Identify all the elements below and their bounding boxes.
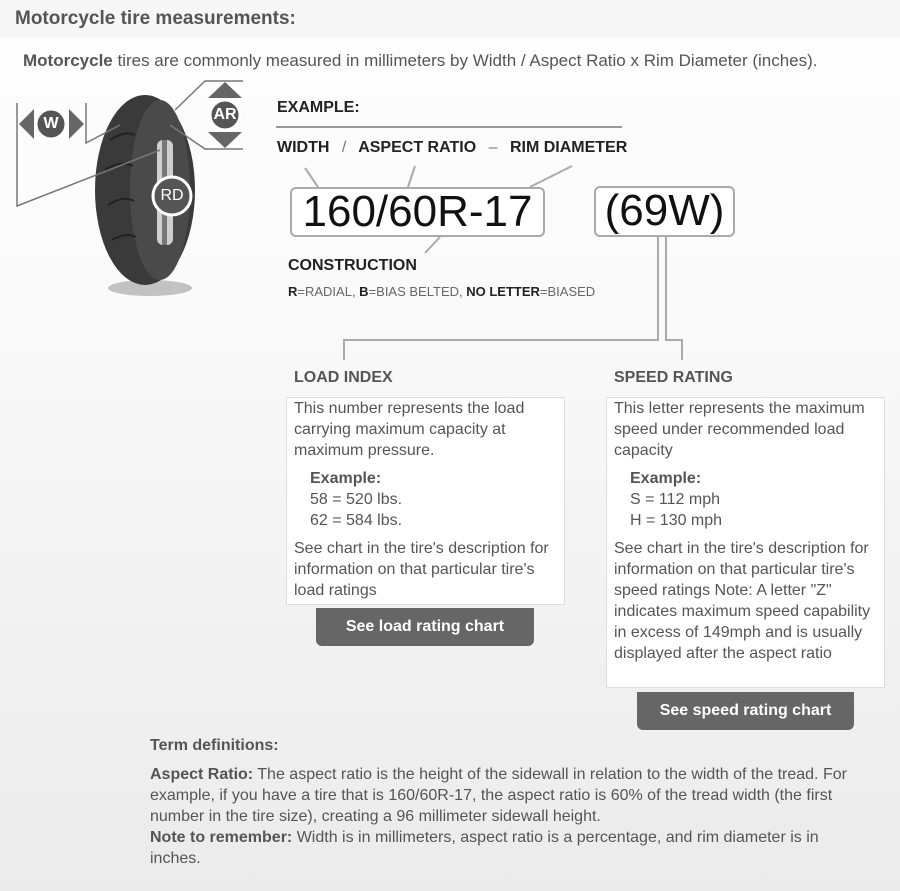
size-parts-row bbox=[277, 139, 627, 157]
example-label: EXAMPLE: bbox=[277, 99, 360, 116]
load-index-example-title: Example: bbox=[310, 470, 382, 487]
load-index-example-1: 58 = 520 lbs. bbox=[310, 491, 403, 508]
term-definitions-title: Term definitions: bbox=[150, 737, 279, 754]
speed-rating-heading: SPEED RATING bbox=[614, 369, 733, 386]
construction-none-key: NO LETTER bbox=[466, 284, 540, 299]
width-badge: W bbox=[43, 115, 59, 132]
term-aspect-ratio-text: The aspect ratio is the height of the sidewall in relation to the width of the tread. For example, if you have a tire that is 160/60R-17, the aspect ratio is 60% of the tread width (the first number in the tire size), creating a 96 millimeter sidewall height. bbox=[150, 766, 847, 825]
load-index-description: This number represents the load carrying maximum capacity at maximum pressure. bbox=[294, 400, 525, 459]
intro-body: tires are commonly measured in millimeters by Width / Aspect Ratio x Rim Diameter (inches). bbox=[112, 51, 818, 70]
speed-rating-tail: See chart in the tire's description for information on that particular tire's speed ratings Note: A letter "Z" indicates maximum speed capability in excess of 149mph and is usually displayed after the aspect ratio bbox=[614, 540, 871, 662]
tire-size-box: 160/60R-17 bbox=[290, 187, 545, 237]
term-note-text: Width is in millimeters, aspect ratio is a percentage, and rim diameter is in inches. bbox=[150, 829, 819, 867]
see-load-rating-chart-button[interactable]: See load rating chart bbox=[316, 608, 534, 646]
load-index-example-2: 62 = 584 lbs. bbox=[310, 512, 403, 529]
intro-bold: Motorcycle bbox=[23, 51, 113, 70]
load-index-tail: See chart in the tire's description for information on that particular tire's load ratings bbox=[294, 540, 549, 599]
see-speed-rating-chart-button[interactable]: See speed rating chart bbox=[637, 692, 854, 730]
speed-rating-example-title: Example: bbox=[630, 470, 702, 487]
construction-desc bbox=[288, 284, 595, 299]
term-aspect-ratio-label: Aspect Ratio: bbox=[150, 766, 254, 783]
term-aspect-ratio bbox=[150, 764, 870, 869]
part-rim-diameter: RIM DIAMETER bbox=[509, 139, 628, 156]
aspect-ratio-badge: AR bbox=[213, 106, 237, 123]
speed-rating-example bbox=[614, 468, 878, 531]
term-note-label: Note to remember: bbox=[150, 829, 293, 846]
service-description-box: (69W) bbox=[594, 186, 735, 237]
speed-rating-description: This letter represents the maximum speed under recommended load capacity bbox=[614, 400, 865, 459]
construction-b-val: =BIAS BELTED, bbox=[368, 284, 467, 299]
part-sep-slash: / bbox=[341, 139, 347, 156]
speed-rating-example-1: S = 112 mph bbox=[630, 491, 720, 508]
load-index-heading: LOAD INDEX bbox=[294, 369, 393, 386]
part-aspect-ratio: ASPECT RATIO bbox=[358, 139, 477, 156]
construction-title: CONSTRUCTION bbox=[288, 257, 417, 274]
construction-none-val: =BIASED bbox=[539, 284, 596, 299]
term-definitions bbox=[150, 735, 870, 869]
load-index-example bbox=[294, 468, 558, 531]
load-index-card bbox=[286, 397, 565, 605]
speed-rating-example-2: H = 130 mph bbox=[630, 512, 723, 529]
rim-diameter-badge: RD bbox=[160, 187, 184, 204]
page-title: Motorcycle tire measurements: bbox=[15, 8, 296, 29]
construction-r-key: R bbox=[288, 284, 298, 299]
part-sep-dash: – bbox=[488, 139, 498, 156]
construction-b-key: B bbox=[359, 284, 369, 299]
construction-r-val: =RADIAL, bbox=[297, 284, 360, 299]
speed-rating-card bbox=[606, 397, 885, 688]
part-width: WIDTH bbox=[277, 139, 330, 156]
